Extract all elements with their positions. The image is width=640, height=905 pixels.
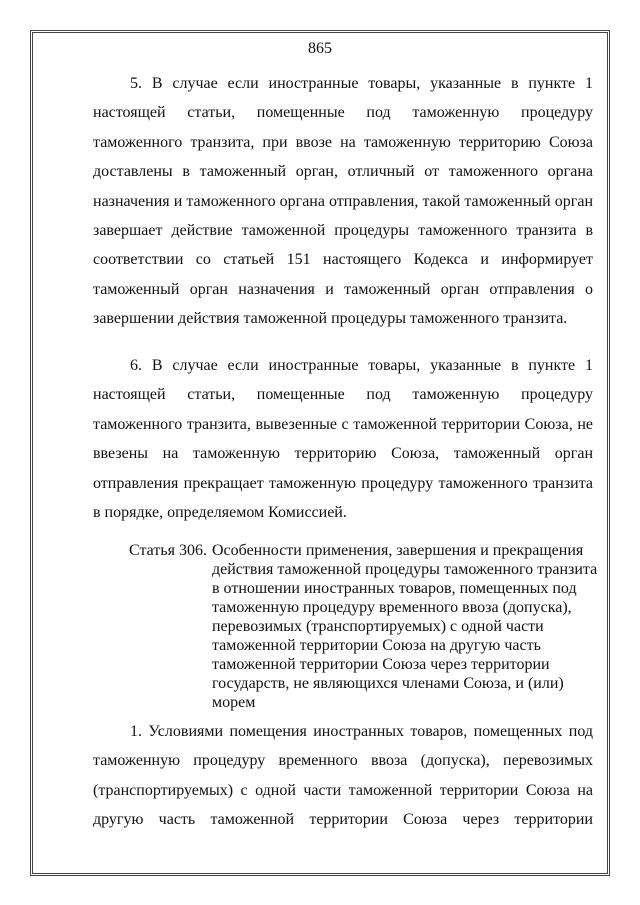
article-title: Особенности применения, завершения и прекращения действия таможенной процедуры таможенного транзита в отношении иностранных товаров, помещенных под таможенную процедуру временного ввоза (допуска), перевозимых (транспортируемых) с одной части таможенной территории Союза на другую часть таможенной территории Союза через территории государств, не являющихся членами Союза, и (или) морем bbox=[211, 542, 598, 711]
paragraph-6: 6. В случае если иностранные товары, указанные в пункте 1 настоящей статьи, помещенные под таможенную процедуру таможенного транзита, вывезенные с таможенной территории Союза, не ввезены на таможенную территорию Союза, таможенный орган отправления прекращает таможенную процедуру таможенного транзита в порядке, определяемом Комиссией. bbox=[93, 357, 593, 522]
article-heading bbox=[129, 541, 599, 712]
article-heading-row bbox=[129, 541, 599, 712]
article-number: Статья 306. bbox=[129, 542, 207, 559]
paragraph-5: 5. В случае если иностранные товары, указанные в пункте 1 настоящей статьи, помещенные под таможенную процедуру таможенного транзита, при ввозе на таможенную территорию Союза доставлены в таможенный орган, отличный от таможенного органа назначения и таможенного органа отправления, такой таможенный орган завершает действие таможенной процедуры таможенного транзита в соответствии со статьей 151 настоящего Кодекса и информирует таможенный орган назначения и таможенный орган отправления о завершении действия таможенной процедуры таможенного транзита. bbox=[93, 75, 593, 328]
article-paragraph-1: 1. Условиями помещения иностранных товаров, помещенных под таможенную процедуру временного ввоза (допуска), перевозимых (транспортируемых) с одной части таможенной территории Союза на другую часть таможенной территории Союза через территории bbox=[93, 723, 593, 829]
page-number: 865 bbox=[308, 40, 332, 57]
page-frame bbox=[30, 30, 610, 876]
